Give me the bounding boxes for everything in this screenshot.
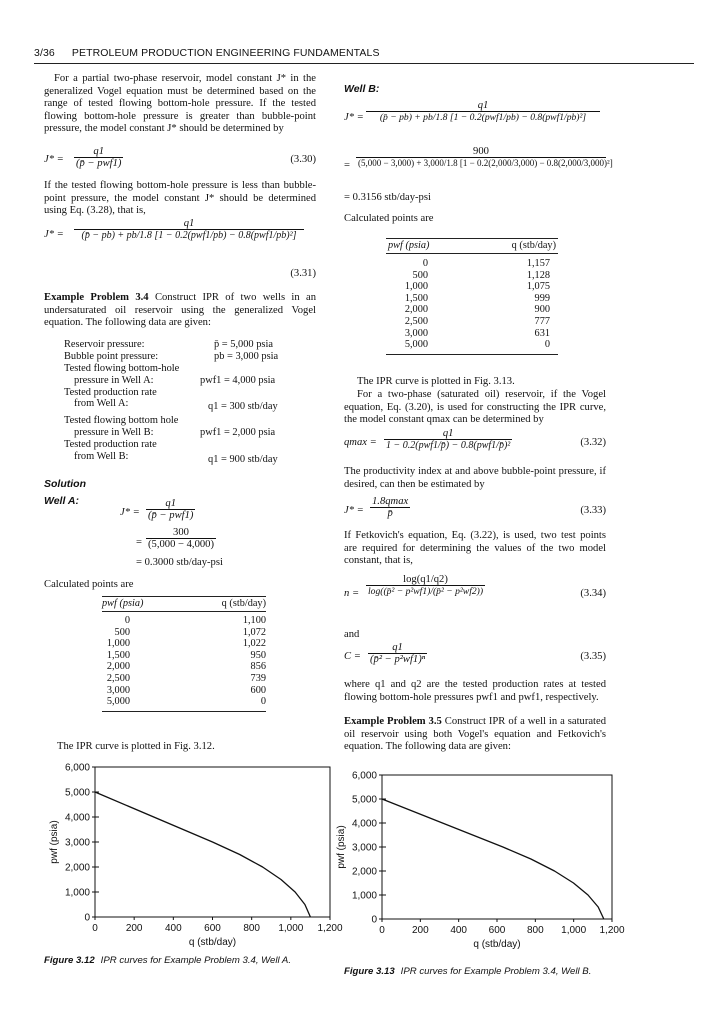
- calc-points-b: Calculated points are: [344, 213, 434, 224]
- eq335-fraction: $\frac{q1}{\text{(p̄² − p²wf1)ⁿ}}$: [370, 642, 426, 665]
- well-a-equation: J* = q1 (p̄ − pwf1) = $\frac{300}{(5,000 - 4,000)}$ = 0.3000 stb/day-psi: [120, 498, 223, 568]
- table-row: 500 1,072: [114, 626, 266, 638]
- calc-points-a: Calculated points are: [44, 579, 134, 590]
- data-row: from Well B: q1 = 900 stb/day: [74, 451, 278, 466]
- equation-3-34: n = $\frac{\log(q1/q2)}{\text{log((p̄² − p²wf1)/(p̄² − p²wf2))}}$ (3.34): [344, 574, 606, 599]
- well-b-equation: J* = q1 (p̄ − pb) + pb/1.8 [1 − 0.2(pwf1/pb) − 0.8(pwf1/pb)²] = 900 (5,000 − 3,000) + 3,000/1.8 [1 − 0.2(2,000/3,000) − 0.8(2,000/3,000)²] = 0.3156 stb/day-psi: [344, 100, 613, 203]
- table-a-body: [102, 615, 266, 708]
- wb-fraction-2: 900 (5,000 − 3,000) + 3,000/1.8 [1 − 0.2(2,000/3,000) − 0.8(2,000/3,000)²]: [358, 146, 613, 168]
- x-tick-label: 200: [411, 925, 429, 936]
- y-tick-label: 0: [84, 912, 90, 924]
- given-data-list: [64, 339, 316, 468]
- x-tick-label: 800: [526, 925, 544, 936]
- x-tick-label: 0: [379, 925, 385, 936]
- data-row: Tested production rate: [64, 386, 157, 398]
- left-para-1: For a partial two-phase reservoir, model constant J* in the generalized Vogel equation must be determined based on the range of tested flowing bottom-hole pressure. If the tested flowing bottom-hole pressure is greater than bubble-point pressure, the model constant J* should be determined by: [44, 73, 316, 135]
- table-row: 2,500 739: [106, 672, 266, 684]
- table-row: 2,000 900: [404, 304, 550, 316]
- x-tick-label: 400: [450, 925, 468, 936]
- x-axis-label: q (stb/day): [188, 937, 237, 948]
- y-tick-label: 4,000: [351, 818, 377, 830]
- ex34-text: Construct IPR of two wells in an undersaturated oil reservoir using the generalized Vogel equation. The following data are given:: [44, 292, 316, 329]
- eq330-fraction: [74, 146, 123, 169]
- y-tick-label: 5,000: [351, 794, 377, 806]
- data-row: Tested production rate: [64, 439, 157, 451]
- table-row: 1,500 950: [106, 649, 266, 661]
- figure-3-13-caption: Figure 3.13 IPR curves for Example Problem 3.4, Well B.: [344, 966, 592, 977]
- table-well-a: [102, 596, 266, 712]
- ex34-title: Example Problem 3.4: [44, 292, 149, 303]
- data-row: Tested flowing bottom-hole: [64, 362, 180, 374]
- eq331-number: (3.31): [290, 268, 316, 279]
- x-tick-label: 800: [243, 923, 261, 934]
- eq331-num: q1: [74, 218, 304, 230]
- equation-3-31: [44, 218, 316, 280]
- y-tick-label: 1,000: [351, 890, 377, 902]
- ipr-note-a: The IPR curve is plotted in Fig. 3.12.: [57, 741, 215, 752]
- x-tick-label: 0: [92, 923, 98, 934]
- well-a-heading: Well A:: [44, 495, 80, 507]
- eq331-fraction: [74, 218, 304, 241]
- table-row: 2,500 777: [404, 315, 550, 327]
- right-para-4: For a two-phase (saturated oil) reservoir, if the Vogel equation, Eq. (3.20), is used for constructing the IPR curve, the model constant qmax can be determined by: [344, 389, 606, 426]
- eq330-num: q1: [74, 146, 123, 158]
- eq331-lhs: J* =: [44, 229, 64, 240]
- equation-3-35: C = $\frac{q1}{\text{(p̄² − p²wf1)ⁿ}}$ (3.35): [344, 642, 606, 665]
- eq330-number: (3.30): [290, 154, 316, 165]
- x-tick-label: 600: [204, 923, 221, 934]
- book-title: PETROLEUM PRODUCTION ENGINEERING FUNDAMENTALS: [71, 47, 380, 59]
- y-tick-label: 6,000: [351, 770, 377, 782]
- x-tick-label: 400: [164, 923, 182, 934]
- eq331-den: (p̄ − pb) + pb/1.8 [1 − 0.2(pwf1/pb) − 0.8(pwf1/pb)²]: [81, 230, 297, 241]
- x-tick-label: 1,000: [278, 923, 304, 934]
- header-rule: [34, 63, 694, 64]
- wa-fraction-2: $\frac{300}{(5,000 - 4,000)}$: [148, 527, 214, 550]
- page-number: 3/36: [34, 47, 55, 59]
- x-tick-label: 1,000: [561, 925, 587, 936]
- ipr-note-b: The IPR curve is plotted in Fig. 3.13.: [357, 376, 515, 387]
- table-row: 0 1,157: [422, 258, 550, 269]
- table-row: 5,000 0: [106, 696, 266, 708]
- eq332-fraction: q1 1 − 0.2(pwf1/p̄) − 0.8(pwf1/p̄)²: [386, 428, 511, 451]
- data-row: pressure in Well B: pwf1 = 2,000 psia: [74, 427, 276, 439]
- y-axis-label: pwf (psia): [49, 820, 60, 864]
- y-tick-label: 6,000: [64, 762, 90, 774]
- table-row: 1,000 1,022: [106, 638, 266, 650]
- wa-fraction-1: q1 (p̄ − pwf1): [148, 498, 194, 521]
- y-tick-label: 1,000: [64, 887, 90, 899]
- x-tick-label: 600: [488, 925, 506, 936]
- running-header: [34, 47, 380, 59]
- example-3-5: Example Problem 3.5 Construct IPR of a well in a saturated oil reservoir using both Vogel's equation and Fetkovich's equation. The following data are given:: [344, 716, 606, 753]
- y-axis-label: pwf (psia): [336, 825, 347, 869]
- y-tick-label: 2,000: [351, 866, 377, 878]
- table-b-header: pwf (psia) q (stb/day): [388, 240, 556, 251]
- example-3-4: [44, 292, 316, 330]
- wb-result: = 0.3156 stb/day-psi: [344, 192, 431, 203]
- table-well-b: [386, 238, 558, 355]
- y-tick-label: 0: [371, 914, 377, 926]
- table-row: 500 1,128: [412, 269, 550, 281]
- wa-result: = 0.3000 stb/day-psi: [136, 557, 223, 568]
- table-b-body: [386, 258, 550, 351]
- y-tick-label: 4,000: [64, 812, 90, 824]
- right-para-6: If Fetkovich's equation, Eq. (3.22), is used, two test points are required for determining the values of the two model constant, that is,: [344, 530, 606, 567]
- left-para-2: If the tested flowing bottom-hole pressure is less than bubble-point pressure, the model constant J* should be determined using Eq. (3.28), that is,: [44, 180, 316, 217]
- plot-frame: [382, 775, 612, 919]
- well-b-heading: Well B:: [344, 83, 380, 95]
- figure-3-12-caption: Figure 3.12 IPR curves for Example Problem 3.4, Well A.: [44, 955, 291, 966]
- data-row: from Well A: q1 = 300 stb/day: [74, 398, 278, 413]
- x-tick-label: 1,200: [317, 923, 343, 934]
- wb-fraction-1: q1 (p̄ − pb) + pb/1.8 [1 − 0.2(pwf1/pb) − 0.8(pwf1/pb)²]: [366, 100, 600, 123]
- eq330-den: (p̄ − pwf1): [76, 158, 122, 169]
- x-tick-label: 200: [125, 923, 143, 934]
- ipr-chart-well-a: [0, 755, 345, 955]
- ipr-curve-line: [95, 792, 310, 917]
- data-row: Reservoir pressure: p̄ = 5,000 psia: [64, 339, 273, 350]
- x-tick-label: 1,200: [599, 925, 625, 936]
- y-tick-label: 2,000: [64, 862, 90, 874]
- table-row: 0 1,100: [124, 615, 266, 626]
- x-axis-label: q (stb/day): [473, 939, 521, 950]
- right-para-7: where q1 and q2 are the tested production rates at tested flowing bottom-hole pressures pwf1 and pwf1, respectively.: [344, 679, 606, 703]
- equation-3-33: J* = 1.8qmax p̄ (3.33): [344, 496, 606, 519]
- data-row: Tested flowing bottom hole: [64, 415, 179, 427]
- table-row: 5,000 0: [404, 339, 550, 351]
- eq330-lhs: J* =: [44, 154, 64, 165]
- data-row: pressure in Well A: pwf1 = 4,000 psia: [74, 374, 276, 386]
- data-row: Bubble point pressure: pb = 3,000 psia: [64, 350, 279, 362]
- y-tick-label: 3,000: [351, 842, 377, 854]
- table-row: 1,000 1,075: [404, 281, 550, 293]
- wa-lhs: J* =: [120, 507, 140, 518]
- ipr-curve-line: [382, 799, 604, 919]
- y-tick-label: 5,000: [64, 787, 90, 799]
- solution-heading: Solution: [44, 478, 86, 490]
- table-row: 1,500 999: [404, 292, 550, 304]
- equation-3-32: qmax = q1 1 − 0.2(pwf1/p̄) − 0.8(pwf1/p̄)² (3.32): [344, 428, 606, 451]
- table-a-header: pwf (psia) q (stb/day): [102, 598, 266, 609]
- eq334-fraction: $\frac{\log(q1/q2)}{\text{log((p̄² − p²wf1)/(p̄² − p²wf2))}}$: [368, 574, 484, 597]
- wb-lhs: J* =: [344, 112, 364, 123]
- table-row: 3,000 600: [106, 684, 266, 696]
- equation-3-30: [44, 146, 316, 176]
- table-row: 2,000 856: [106, 661, 266, 673]
- eq333-fraction: 1.8qmax p̄: [372, 496, 409, 519]
- and-word: and: [344, 629, 360, 640]
- table-row: 3,000 631: [404, 327, 550, 339]
- y-tick-label: 3,000: [64, 837, 90, 849]
- ipr-chart-well-b: [335, 765, 625, 955]
- right-para-5: The productivity index at and above bubble-point pressure, if desired, can then be estimated by: [344, 466, 606, 490]
